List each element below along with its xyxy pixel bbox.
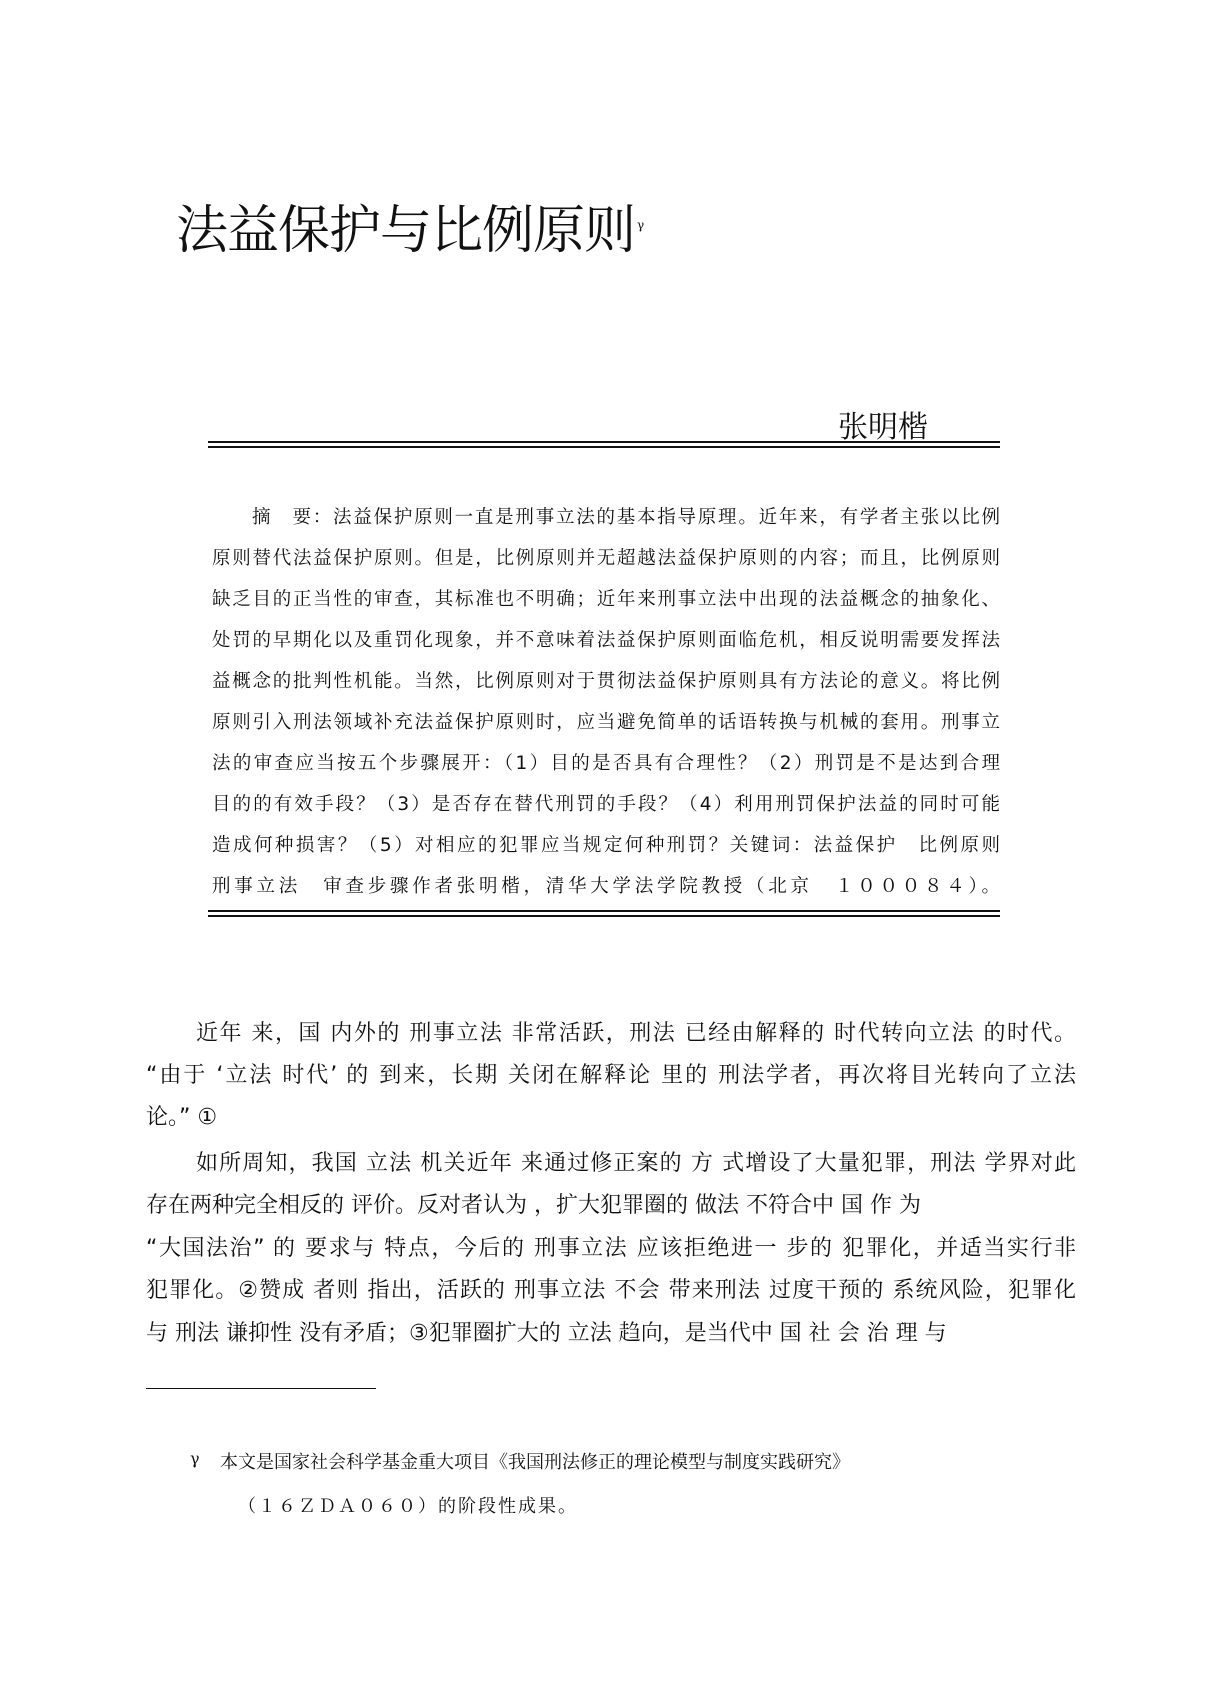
page-title [176,188,643,263]
title-text: 法益保护与比例原则 [176,201,636,261]
footnote-mark: γ [190,1449,200,1468]
body-line: 存在两种完全相反的 评价。反对者认为 ，扩大犯罪圈的 做法 不符合中 国 作 为 [146,1193,921,1218]
body-line: “大国法治” 的 要求与 特点，今后的 刑事立法 应该拒绝进一 步的 犯罪化，并适当实行非 [146,1236,1076,1261]
body-line: 如所周知，我国 立法 机关近年 来通过修正案的 方 式增设了大量犯罪，刑法 学界对此 [196,1151,1076,1176]
abstract-double-rule [208,910,1000,917]
body-line: 论。” ① [146,1105,218,1130]
body-line: “由于 ‘立法 时代’ 的 到来，长期 关闭在解释论 里的 刑法学者，再次将目光转向了立法 [146,1063,1076,1088]
abstract-line: 原则引入刑法领域补充法益保护原则时，应当避免简单的话语转换与机械的套用。刑事立 [212,712,1000,733]
abstract-line: 原则替代法益保护原则。但是，比例原则并无超越法益保护原则的内容；而且，比例原则 [212,548,1000,569]
author-name: 张明楷 [838,410,928,445]
title-footnote-mark[interactable]: γ [637,218,644,232]
abstract-line: 法的审查应当按五个步骤展开：（1）目的是否具有合理性？（2）刑罚是不是达到合理 [212,753,1000,774]
abstract-line: 缺乏目的正当性的审查，其标准也不明确；近年来刑事立法中出现的法益概念的抽象化、 [212,589,1000,610]
abstract-line: 处罚的早期化以及重罚化现象，并不意味着法益保护原则面临危机，相反说明需要发挥法 [212,630,1000,651]
body-line: 犯罪化。②赞成 者则 指出，活跃的 刑事立法 不会 带来刑法 过度干预的 系统风险，犯罪化 [146,1278,1076,1303]
body-line: 与 刑法 谦抑性 没有矛盾；③犯罪圈扩大的 立法 趋向，是当代中 国 社 会 治 理 与 [146,1321,947,1346]
footnote-line: 本文是国家社会科学基金重大项目《我国刑法修正的理论模型与制度实践研究》 [220,1452,850,1473]
body-line: 近年 来，国 内外的 刑事立法 非常活跃，刑法 已经由解释的 时代转向立法 的时代。 [196,1021,1076,1046]
abstract-line: 益概念的批判性机能。当然，比例原则对于贯彻法益保护原则具有方法论的意义。将比例 [212,671,1000,692]
footnote-line: （１６ＺＤＡ０６０）的阶段性成果。 [238,1496,578,1517]
abstract-line: 摘 要：法益保护原则一直是刑事立法的基本指导原理。近年来，有学者主张以比例 [252,507,1000,528]
abstract-line: 造成何种损害？（5）对相应的犯罪应当规定何种刑罚？关键词：法益保护 比例原则 [212,835,1000,856]
abstract-line: 刑事立法 审查步骤作者张明楷，清华大学法学院教授（北京 １０００８４）。 [212,876,1000,897]
footnote-separator [146,1388,376,1389]
abstract-line: 目的的有效手段？（3）是否存在替代刑罚的手段？（4）利用刑罚保护法益的同时可能 [212,794,1000,815]
header-double-rule [208,441,1000,448]
